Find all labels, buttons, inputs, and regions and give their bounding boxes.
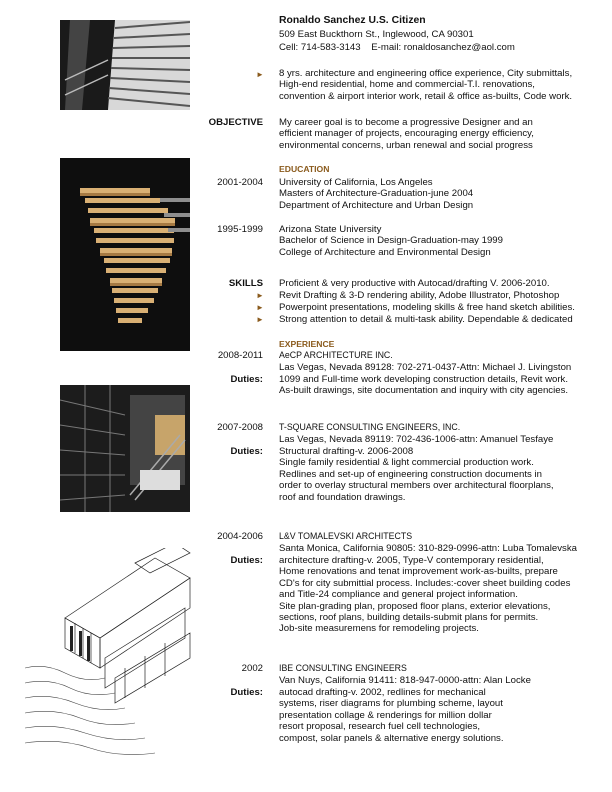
skill-item: Powerpoint presentations, modeling skills & free hand sketch abilities. (279, 302, 575, 313)
job-address: Las Vegas, Nevada 89119: 702-436-1006-attn: Amanuel Tesfaye (279, 434, 554, 445)
education-line: Department of Architecture and Urban Design (279, 199, 474, 211)
skill-bullet-icon: ► (256, 291, 264, 300)
skill-item: Strong attention to detail & multi-task ability. Dependable & dedicated (279, 314, 573, 325)
duty-line: presentation collage & renderings for million dollar (279, 709, 492, 721)
objective-line: efficient manager of projects, encouraging energy efficiency, (279, 128, 534, 140)
duties-label: Duties: (230, 446, 263, 457)
education-line: College of Architecture and Environmental Design (279, 246, 491, 258)
interior-stair-photo (60, 385, 190, 512)
duty-line: Single family residential & light commercial production work. (279, 457, 534, 469)
education-years: 2001-2004 (217, 177, 263, 188)
job-years: 2008-2011 (217, 350, 263, 361)
axonometric-drawing (25, 548, 195, 768)
summary-line: High-end residential, home and commercial-T.I. renovations, (279, 79, 535, 91)
objective-line: environmental concerns, urban renewal and social progress (279, 139, 533, 151)
job-address: Santa Monica, California 90805: 310-829-0996-attn: Luba Tomalevska (279, 543, 577, 554)
job-company: L&V TOMALEVSKI ARCHITECTS (279, 531, 413, 541)
job-duties (279, 687, 504, 744)
duties-label: Duties: (230, 555, 263, 566)
duty-line: Redlines and set-up of engineering construction documents in (279, 468, 542, 480)
applicant-address: 509 East Buckthorn St., Inglewood, CA 90301 (279, 29, 474, 40)
duty-line: systems, riser diagrams for plumbing scheme, layout (279, 698, 503, 710)
experience-heading: EXPERIENCE (279, 339, 335, 349)
education-years: 1995-1999 (217, 224, 263, 235)
duty-line: sections, roof plans, building details-submit plans for permits. (279, 611, 539, 623)
objective-line: My career goal is to become a progressive Designer and an (279, 117, 533, 128)
duty-line: Structural drafting-v. 2006-2008 (279, 446, 414, 457)
education-heading: EDUCATION (279, 164, 330, 174)
duty-line: and Title-24 compliance and general project information. (279, 589, 518, 601)
summary-bullet-icon: ► (256, 70, 264, 79)
skill-item: Revit Drafting & 3-D rendering ability, Adobe Illustrator, Photoshop (279, 290, 560, 301)
education-line: Bachelor of Science in Design-Graduation-may 1999 (279, 235, 503, 247)
education-entry (279, 177, 473, 211)
job-years: 2007-2008 (217, 422, 263, 433)
duties-label: Duties: (230, 687, 263, 698)
duty-line: order to overlay structural members over architectural floorplans, (279, 480, 554, 492)
skill-bullet-icon: ► (256, 303, 264, 312)
summary-line: 8 yrs. architecture and engineering office experience, City submittals, (279, 68, 573, 79)
job-duties (279, 374, 568, 397)
duty-line: Home renovations and tenat improvement work-as-builts, prepare (279, 566, 558, 578)
job-years: 2004-2006 (217, 531, 263, 542)
job-company: T-SQUARE CONSULTING ENGINEERS, INC. (279, 422, 461, 432)
summary-line: convention & airport interior work, retail & office as-builts, Code work. (279, 90, 573, 102)
job-company: IBE CONSULTING ENGINEERS (279, 663, 407, 673)
duty-line: compost, solar panels & alternative energy solutions. (279, 732, 504, 744)
education-line: University of California, Los Angeles (279, 177, 433, 188)
education-line: Arizona State University (279, 224, 382, 235)
summary-block (279, 68, 572, 102)
applicant-name: Ronaldo Sanchez U.S. Citizen (279, 15, 426, 26)
duty-line: architecture drafting-v. 2005, Type-V contemporary residential, (279, 555, 544, 566)
duty-line: 1099 and Full-time work developing construction details, Revit work. (279, 374, 569, 385)
duty-line: resort proposal, research fuel cell technologies, (279, 721, 481, 733)
duty-line: Job-site measuremens for remodeling projects. (279, 623, 479, 635)
objective-label: OBJECTIVE (208, 117, 263, 128)
architecture-model-photo (60, 158, 190, 351)
skills-label: SKILLS (228, 278, 263, 289)
education-line: Masters of Architecture-Graduation-june 2004 (279, 188, 474, 200)
duty-line: As-built drawings, site documentation and inquiry with city agencies. (279, 385, 569, 397)
architecture-photo-1 (60, 20, 190, 110)
job-address: Van Nuys, California 91411: 818-947-0000-attn: Alan Locke (279, 675, 531, 686)
duty-line: Site plan-grading plan, proposed floor plans, exterior elevations, (279, 600, 551, 612)
duty-line: CD's for city submittial process. Includes:-cover sheet building codes (279, 577, 571, 589)
job-address: Las Vegas, Nevada 89128: 702-271-0437-Attn: Michael J. Livingston (279, 362, 572, 373)
skill-item: Proficient & very productive with Autocad/drafting V. 2006-2010. (279, 278, 550, 289)
education-entry (279, 224, 503, 258)
duty-line: autocad drafting-v. 2002, redlines for mechanical (279, 687, 486, 698)
skill-bullet-icon: ► (256, 315, 264, 324)
job-duties (279, 446, 554, 503)
job-years: 2002 (241, 663, 263, 674)
job-company: AeCP ARCHITECTURE INC. (279, 350, 393, 360)
job-duties (279, 555, 570, 635)
duty-line: roof and foundation drawings. (279, 491, 406, 503)
duties-label: Duties: (230, 374, 263, 385)
objective-text (279, 117, 534, 151)
applicant-contact: Cell: 714-583-3143 E-mail: ronaldosanchez@aol.com (279, 42, 515, 53)
